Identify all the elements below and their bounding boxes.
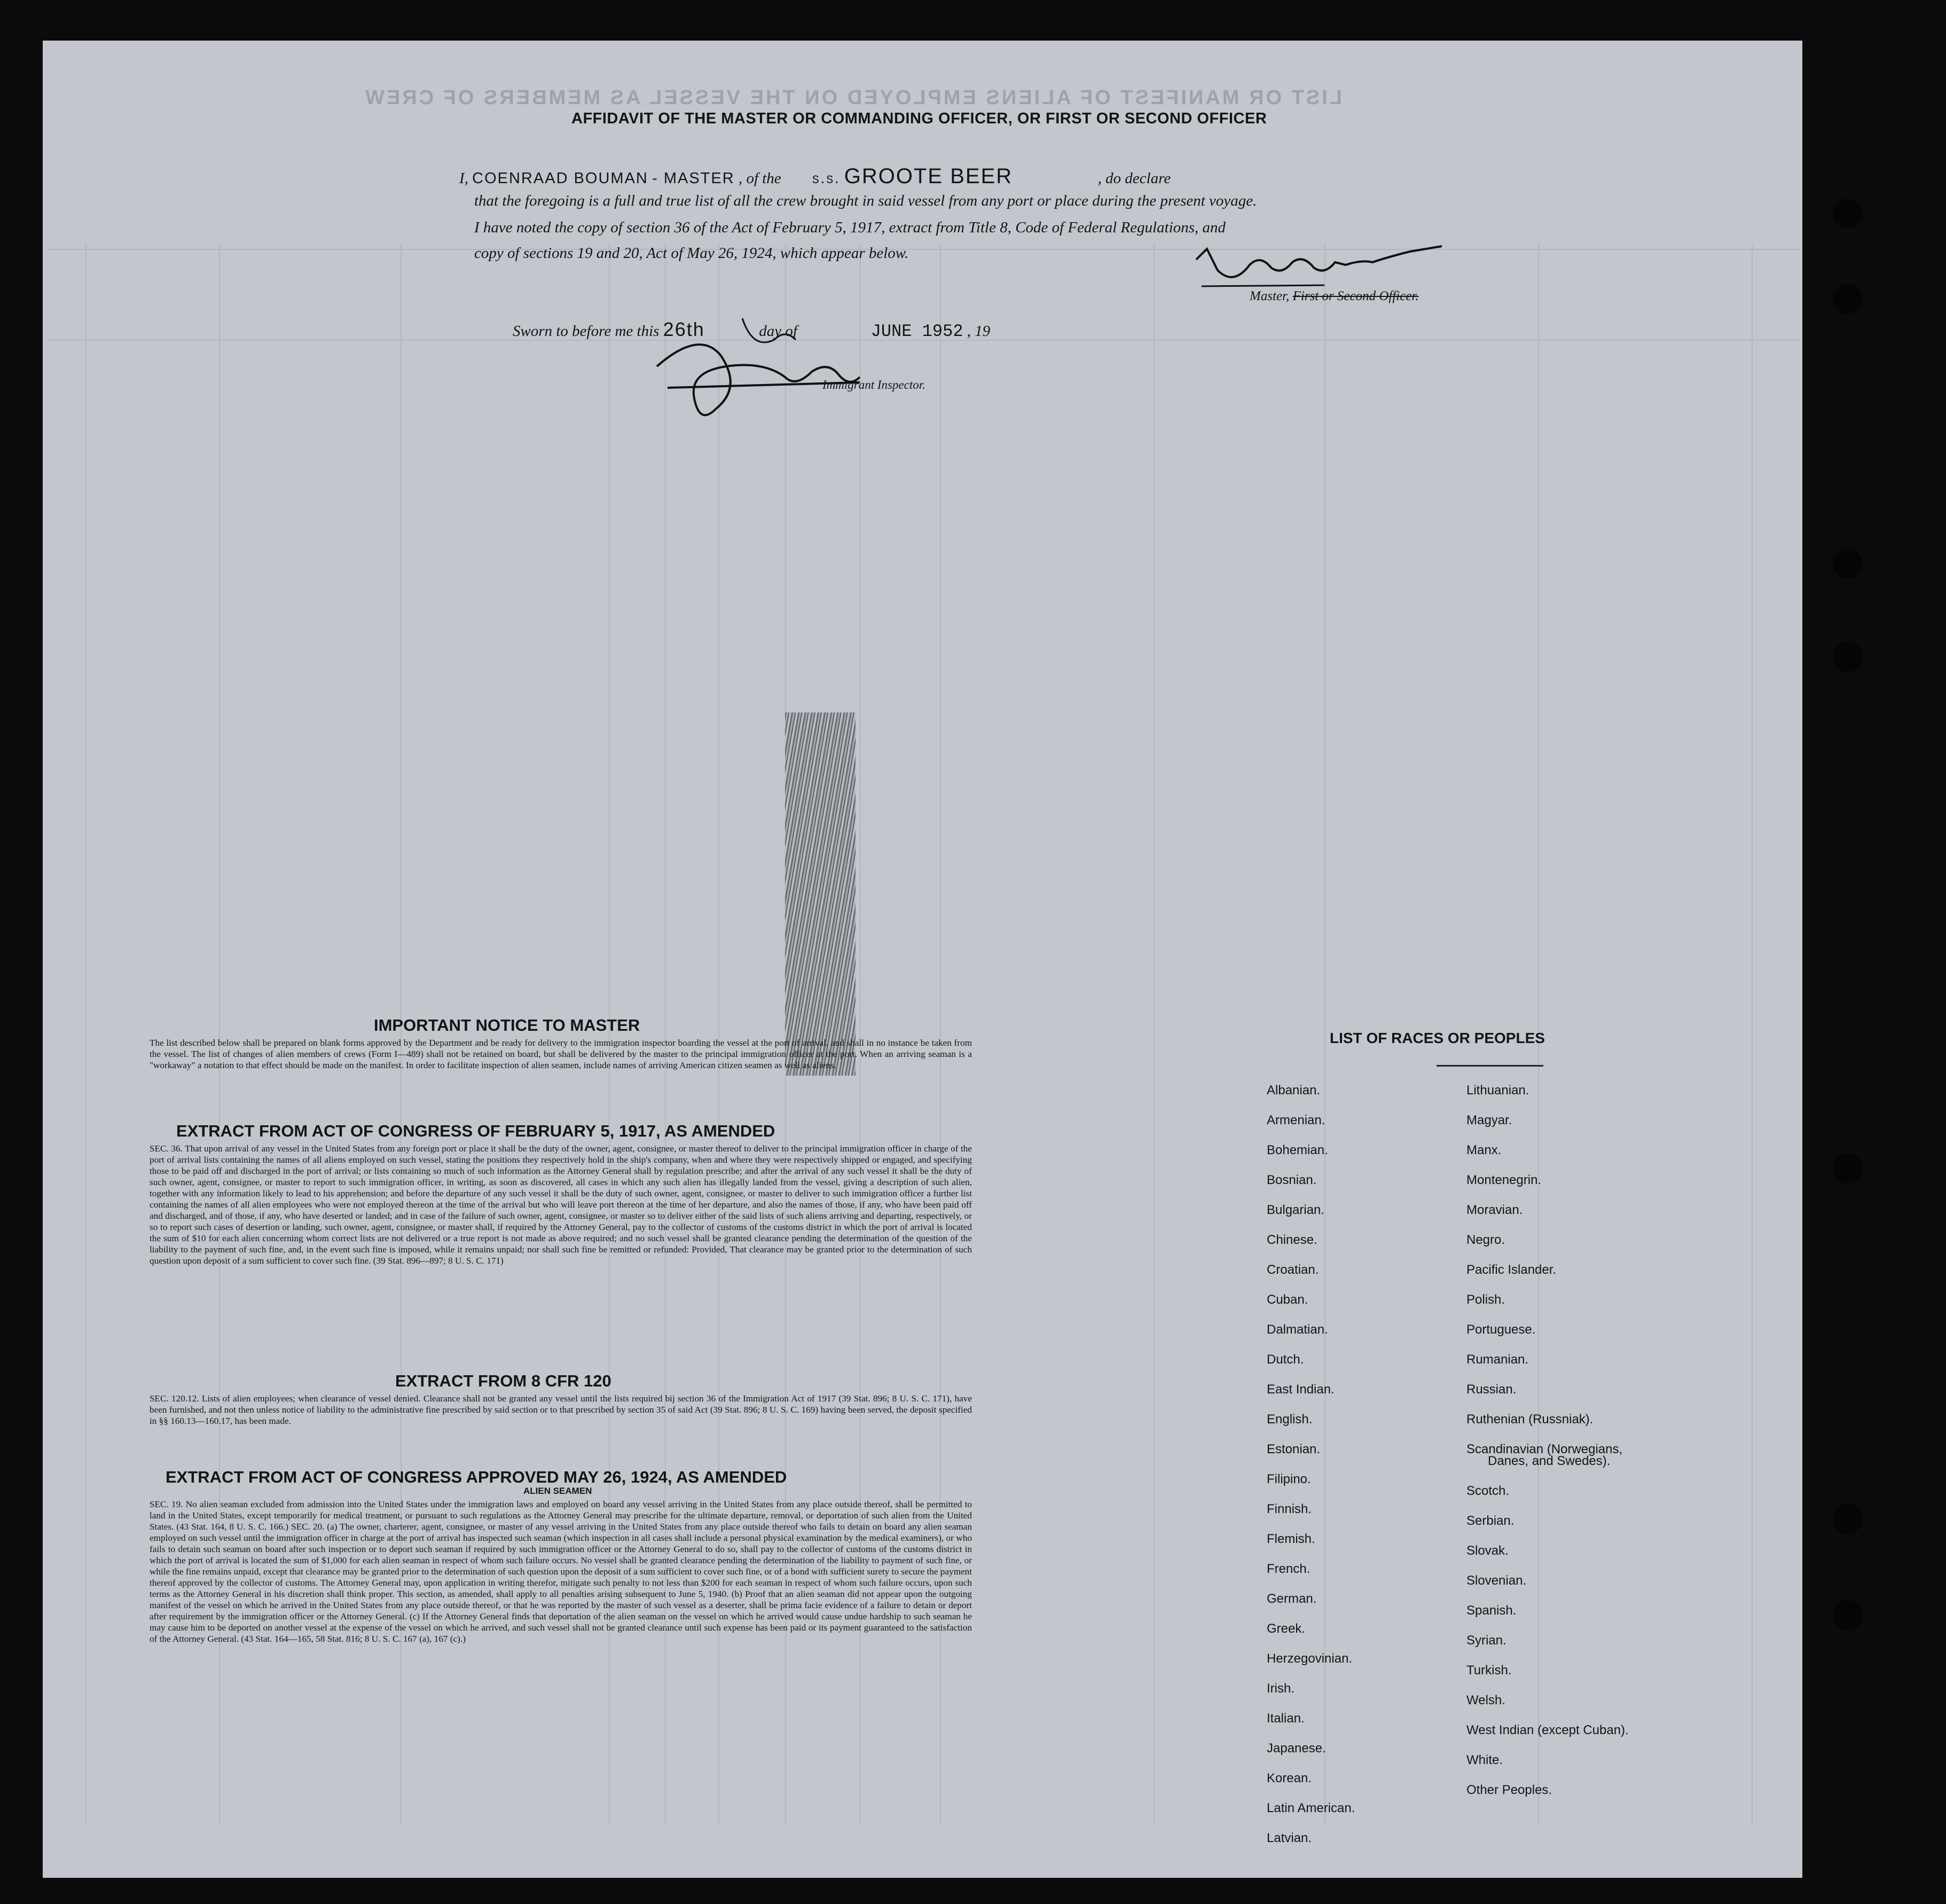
race-item: Spanish. — [1466, 1603, 1517, 1618]
race-item: Russian. — [1466, 1382, 1517, 1397]
extract-1924-subtitle: ALIEN SEAMEN — [523, 1486, 592, 1496]
affidavit-line-1 — [459, 164, 1171, 189]
extract-1917-title: EXTRACT FROM ACT OF CONGRESS OF FEBRUARY 5, 1917, AS AMENDED — [176, 1122, 775, 1140]
race-item: Polish. — [1466, 1292, 1505, 1307]
race-item: Armenian. — [1267, 1113, 1325, 1127]
race-item: Croatian. — [1267, 1263, 1319, 1277]
races-title: LIST OF RACES OR PEOPLES — [1330, 1030, 1545, 1046]
vessel-name: GROOTE BEER — [844, 164, 1013, 188]
race-item: Other Peoples. — [1466, 1783, 1552, 1798]
race-item: Slovak. — [1466, 1543, 1509, 1558]
manifest-sheet — [43, 41, 1802, 1878]
race-item: Estonian. — [1267, 1442, 1321, 1456]
race-item: Latin American. — [1267, 1801, 1355, 1815]
race-item: Japanese. — [1267, 1741, 1326, 1756]
inspector-label: Immigrant Inspector. — [822, 378, 925, 391]
race-item: French. — [1267, 1562, 1311, 1576]
race-item: Syrian. — [1466, 1633, 1506, 1648]
ss-prefix: S.S. — [812, 174, 841, 187]
race-item: Portuguese. — [1466, 1322, 1536, 1337]
race-item: Bohemian. — [1267, 1143, 1328, 1157]
bleed-through-heading: LIST OR MANIFEST OF ALIENS EMPLOYED ON THE VESSEL AS MEMBERS OF CREW — [363, 87, 1342, 109]
master-name: COENRAAD BOUMAN — [472, 170, 648, 187]
notice-body: The list described below shall be prepared on blank forms approved by the Department and be ready for delivery to the immigration inspector boarding the vessel at the port of arrival, and shall in no instance be taken from the vessel. The list of changes of alien members of crews (Form I—489) shall not be retained on board, but shall be delivered by the master to the principal immigration officer at the port. When an arriving seaman is a "workaway" a notation to that effect should be made on the manifest. In order to facilitate inspection of alien seamen, include names of arriving American citizen seamen as well as aliens. — [150, 1038, 972, 1070]
race-item: Negro. — [1466, 1233, 1505, 1247]
race-item: Korean. — [1267, 1771, 1312, 1785]
race-item: Filipino. — [1267, 1472, 1311, 1486]
race-item: Turkish. — [1466, 1663, 1512, 1678]
ghost-rule — [1324, 244, 1325, 1824]
ghost-rule — [85, 244, 87, 1824]
ghost-row-rule — [48, 249, 1800, 250]
binder-hole — [1833, 199, 1863, 229]
race-item: Bosnian. — [1267, 1173, 1317, 1187]
race-item: Moravian. — [1466, 1203, 1523, 1217]
race-item: East Indian. — [1267, 1382, 1335, 1397]
race-item: Scandinavian (Norwegians, — [1466, 1442, 1623, 1456]
extract-1924-body: SEC. 19. No alien seaman excluded from admission into the United States under the immigration laws and employed on board any vessel arriving in the United States from any place outside thereof, shall be permitted to land in the United States, except temporarily for medical treatment, or pursuant to such regulations as the Attorney General may prescribe for the ultimate departure, removal, or deportation of such alien from the United States. (43 Stat. 164, 8 U. S. C. 166.) SEC. 20. (a) The owner, charterer, agent, consignee, or master of any vessel arriving in the United States from any place outside thereof who fails to detain on board any alien seaman employed on such vessel until the immigration officer in charge at the port of arrival has inspected such seaman (which inspection in all cases shall include a personal physical examination by the medical examiners), or who fails to detain such seaman on board after such inspection or to deport such seaman if required by such immigration officer or the Attorney General to do so, shall pay to the collector of customs of the customs district in which the port of arrival is located the sum of $1,000 for each alien seaman in respect of whom such failure occurs. No vessel shall be granted clearance pending the determination of the liability to payment of such fine, or while the fine remains unpaid, except that clearance may be granted prior to the determination of such question upon the deposit of a sum sufficient to cover such fine, or of a bond with sufficient surety to secure the payment thereof approved by the collector of customs. The Attorney General may, upon application in writing therefor, mitigate such penalty to not less than $200 for each seaman in respect of whom such failure occurs, upon such terms as the Attorney General in his discretion shall think proper. This section, as amended, shall apply to all penalties arising subsequent to June 5, 1940. (b) Proof that an alien seaman did not appear upon the outgoing manifest of the vessel on which he arrived in the United States from any place outside thereof, or that he was reported by the master of such vessel as a deserter, shall be prima facie evidence of a failure to detain or deport after requirement by the immigration officer or the Attorney General. (c) If the Attorney General finds that deportation of the alien seaman on the vessel on which he arrived would cause undue hardship to such seaman he may cause him to be deported on another vessel at the expense of the vessel on which he arrived, and such vessel shall not be granted clearance until such expense has been paid or its payment guaranteed to the satisfaction of the Attorney General. (43 Stat. 164—165, 58 Stat. 816; 8 U. S. C. 167 (a), 167 (c).) — [150, 1499, 972, 1644]
binder-hole — [1833, 284, 1863, 314]
race-item: White. — [1466, 1753, 1503, 1768]
race-item: Slovenian. — [1466, 1573, 1527, 1588]
extract-1917-body: SEC. 36. That upon arrival of any vessel in the United States from any foreign port or place it shall be the duty of the owner, agent, consignee, or master thereof to deliver to the principal immigration officer in charge of the port of arrival lists containing the names of all aliens employed on such vessel, stating the positions they respectively hold in the ship's company, when and where they were respectively shipped or engaged, and specifying those to be paid off and discharged in the port of arrival; or lists containing so much of such information as the Attorney General shall by regulation prescribe; and after the arrival of any such vessel it shall be the duty of such owner, agent, consignee, or master to report to such immigration officer, in writing, as soon as discovered, all cases in which any such alien has illegally landed from the vessel, giving a description of such alien, together with any information likely to lead to his apprehension; and before the departure of any such vessel it shall be the duty of such owner, agent, consignee, or master to deliver to such immigration officer a further list containing the names of all alien employees who were not employed thereon at the time of the arrival but who will leave port thereon at the time of her departure, and also the names of those, if any, who have been paid off and discharged, and of those, if any, who have deserted or landed; and in case of the failure of such owner, agent, consignee, or master so to deliver either of the said lists of such aliens arriving and departing, respectively, or so to report such cases of desertion or landing, such owner, agent, consignee, or master shall, if required by the Attorney General, pay to the collector of customs of the customs district in which the port of arrival is located the sum of $10 for each alien concerning whom correct lists are not delivered or a true report is not made as above required; and no such vessel shall be granted clearance pending the determination of the question of the liability to the payment of such fine, and, in the event such fine is imposed, while it remains unpaid; nor shall such fine be remitted or refunded: Provided, That clearance may be granted prior to the determination of such question upon deposit of a sum sufficient to cover such fine. (39 Stat. 896—897; 8 U. S. C. 171) — [150, 1143, 972, 1266]
race-item: Albanian. — [1267, 1083, 1321, 1098]
sworn-day: 26th — [663, 318, 705, 340]
race-item: English. — [1267, 1412, 1313, 1427]
notice-title: IMPORTANT NOTICE TO MASTER — [374, 1016, 640, 1035]
year-suffix: , 19 — [967, 323, 991, 340]
do-declare-text: , do declare — [1097, 170, 1171, 187]
race-item: Latvian. — [1267, 1831, 1312, 1845]
master-title-struck: First or Second Officer. — [1292, 289, 1419, 303]
race-item: Dalmatian. — [1267, 1322, 1328, 1337]
race-item: Pacific Islander. — [1466, 1263, 1557, 1277]
race-item: Chinese. — [1267, 1233, 1317, 1247]
race-item: Irish. — [1267, 1681, 1295, 1696]
binder-hole — [1833, 1504, 1863, 1534]
ghost-rule — [1752, 244, 1753, 1824]
race-item: Cuban. — [1267, 1292, 1308, 1307]
races-title-rule — [1437, 1065, 1543, 1067]
extract-cfr-body: SEC. 120.12. Lists of alien employees; when clearance of vessel denied. Clearance shall not be granted any vessel until the lists required bij section 36 of the Immigration Act of 1917 (39 Stat. 896; 8 U. S. C. 171), have been furnished, and not then unless notice of liability to the administrative fine prescribed by said section or to that prescribed by section 35 of said Act (39 Stat. 896; 8 U. S. C. 169) having been served, the deposit specified in §§ 160.13—160.17, has been made. — [150, 1393, 972, 1426]
affidavit-line-4: copy of sections 19 and 20, Act of May 26, 1924, which appear below. — [474, 245, 909, 262]
race-item: Serbian. — [1466, 1514, 1515, 1529]
race-item: Herzegovinian. — [1267, 1651, 1353, 1666]
race-item: Italian. — [1267, 1711, 1305, 1726]
race-item: Ruthenian (Russniak). — [1466, 1412, 1594, 1427]
race-item: Dutch. — [1267, 1352, 1304, 1367]
master-title — [1250, 289, 1419, 304]
binder-hole — [1833, 1600, 1863, 1630]
sworn-prefix: Sworn to before me this — [513, 323, 660, 340]
binder-hole — [1833, 1154, 1863, 1184]
extract-cfr-title: EXTRACT FROM 8 CFR 120 — [395, 1372, 611, 1390]
of-the-text: , of the — [738, 170, 781, 187]
race-item: Danes, and Swedes). — [1488, 1454, 1611, 1469]
race-item: Montenegrin. — [1466, 1173, 1542, 1187]
race-item: Finnish. — [1267, 1502, 1312, 1516]
race-item: Lithuanian. — [1466, 1083, 1529, 1098]
affidavit-title: AFFIDAVIT OF THE MASTER OR COMMANDING OFFICER, OR FIRST OR SECOND OFFICER — [571, 110, 1267, 127]
race-item: Greek. — [1267, 1621, 1306, 1636]
affidavit-line-3: I have noted the copy of section 36 of the Act of February 5, 1917, extract from Title 8, Code of Federal Regulations, and — [474, 219, 1226, 236]
extract-1924-title: EXTRACT FROM ACT OF CONGRESS APPROVED MAY 26, 1924, AS AMENDED — [166, 1468, 787, 1486]
master-title-prefix: Master, — [1250, 289, 1293, 303]
race-item: Bulgarian. — [1267, 1203, 1325, 1217]
master-signature — [1186, 238, 1474, 297]
race-item: Manx. — [1466, 1143, 1502, 1157]
binder-hole — [1833, 549, 1863, 578]
race-item: Magyar. — [1466, 1113, 1512, 1127]
master-rank: - MASTER — [652, 170, 735, 187]
day-of-text: day of — [759, 323, 797, 340]
race-item: Scotch. — [1466, 1484, 1510, 1499]
race-item: Welsh. — [1466, 1693, 1505, 1708]
i-prefix: I, — [459, 170, 468, 187]
sworn-month-year: JUNE 1952 — [870, 322, 963, 341]
affidavit-line-2: that the foregoing is a full and true list of all the crew brought in said vessel from any port or place during the present voyage. — [474, 192, 1257, 209]
race-item: West Indian (except Cuban). — [1466, 1723, 1629, 1738]
inspector-signature — [635, 308, 913, 430]
race-item: German. — [1267, 1592, 1317, 1606]
binder-hole — [1833, 642, 1863, 672]
tape-strip — [785, 712, 856, 1076]
race-item: Flemish. — [1267, 1532, 1315, 1546]
ghost-rule — [1154, 244, 1155, 1824]
race-item: Rumanian. — [1466, 1352, 1529, 1367]
